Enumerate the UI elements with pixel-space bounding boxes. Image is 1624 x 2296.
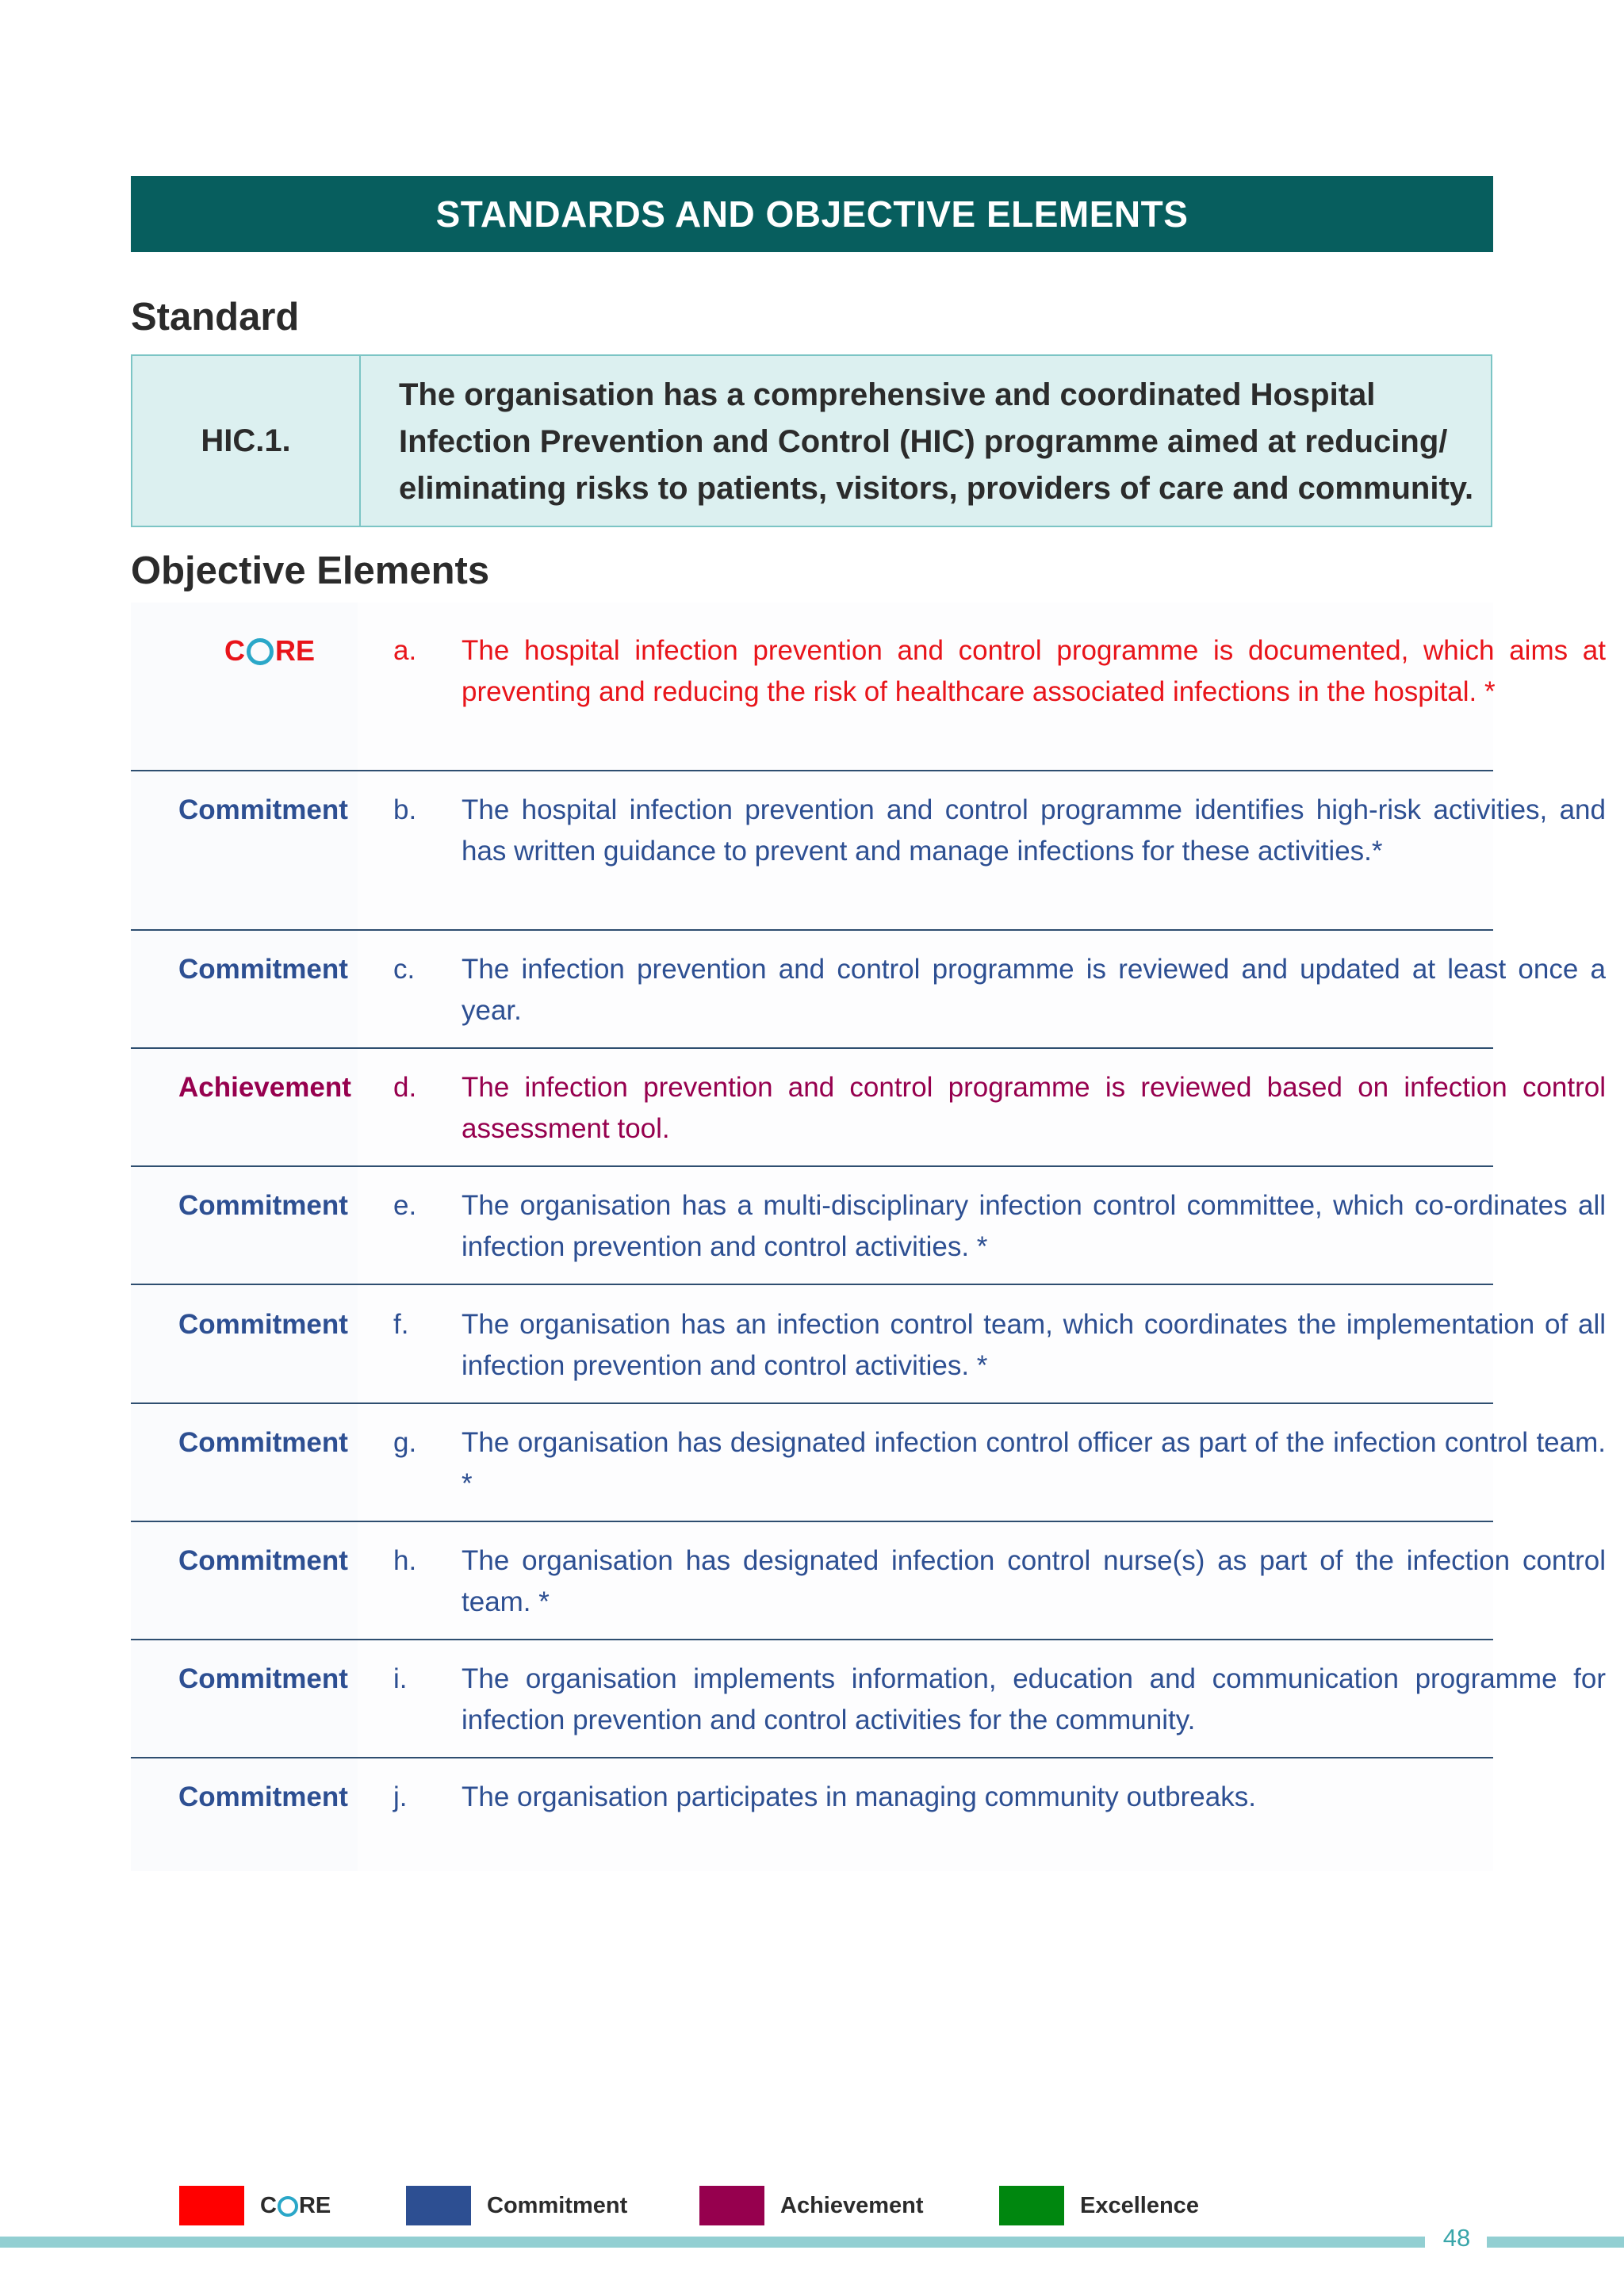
legend-swatch-commitment [406, 2186, 471, 2225]
element-category: Commitment [178, 954, 348, 985]
element-category: Achievement [178, 1072, 351, 1103]
element-letter: a. [393, 635, 417, 666]
element-category: Commitment [178, 1309, 348, 1340]
legend-swatch-core [179, 2186, 244, 2225]
objective-element-a [131, 630, 1606, 771]
element-text: The hospital infection prevention and control programme is documented, which aims at preventing and reducing the risk of healthcare associated infections in the hospital. * [462, 635, 1606, 707]
legend-item-core [179, 2186, 331, 2225]
element-letter: c. [393, 954, 416, 985]
legend-label: Commitment [487, 2192, 628, 2218]
element-letter: d. [393, 1072, 417, 1103]
standard-code: HIC.1. [132, 356, 361, 526]
element-category: Commitment [178, 1663, 348, 1694]
legend-label: Excellence [1080, 2192, 1199, 2218]
element-category: Commitment [178, 1427, 348, 1458]
element-letter: i. [393, 1663, 408, 1694]
element-text: The organisation has designated infection control officer as part of the infection control team. * [462, 1427, 1606, 1499]
objective-element-i [131, 1659, 1606, 1758]
element-category: Commitment [178, 1190, 348, 1221]
standard-box [131, 354, 1492, 527]
legend-core-logo: C RE [260, 2192, 331, 2218]
objective-element-g [131, 1422, 1606, 1522]
core-o-icon [247, 638, 274, 665]
objective-element-e [131, 1185, 1606, 1285]
footer-rule-left [0, 2237, 1425, 2248]
page-number: 48 [1442, 2224, 1471, 2252]
element-text: The organisation participates in managing community outbreaks. [462, 1781, 1256, 1812]
element-letter: e. [393, 1190, 417, 1221]
objective-element-f [131, 1304, 1606, 1404]
element-category: Commitment [178, 1781, 348, 1812]
category-legend [0, 2186, 1624, 2225]
core-logo: C RE [224, 634, 316, 667]
element-category: Commitment [178, 1545, 348, 1576]
legend-item-excellence [999, 2186, 1199, 2225]
legend-item-commitment [406, 2186, 627, 2225]
element-text: The organisation has designated infection control nurse(s) as part of the infection control team. * [462, 1545, 1606, 1617]
element-letter: j. [393, 1781, 408, 1812]
footer-rule-right [1487, 2237, 1624, 2248]
element-letter: f. [393, 1309, 409, 1340]
objective-element-h [131, 1540, 1606, 1640]
legend-swatch-achievement [699, 2186, 764, 2225]
element-letter: b. [393, 794, 417, 825]
element-text: The infection prevention and control programme is reviewed and updated at least once a year. [462, 954, 1606, 1026]
standard-text: The organisation has a comprehensive and coordinated Hospital Infection Prevention and Control (HIC) programme aimed at reducing/ eliminating risks to patients, visitors, providers of care and community. [399, 377, 1474, 506]
element-text: The organisation has a multi-disciplinary infection control committee, which co-ordinates all infection prevention and control activities. * [462, 1190, 1606, 1262]
core-o-icon [278, 2196, 298, 2217]
legend-swatch-excellence [999, 2186, 1064, 2225]
legend-item-achievement [699, 2186, 924, 2225]
element-letter: g. [393, 1427, 417, 1458]
objective-elements-heading: Objective Elements [131, 549, 490, 592]
section-banner: STANDARDS AND OBJECTIVE ELEMENTS [131, 176, 1493, 252]
objective-element-d [131, 1067, 1606, 1167]
legend-label: Achievement [780, 2192, 924, 2218]
element-text: The hospital infection prevention and control programme identifies high-risk activities, and has written guidance to prevent and manage infections for these activities.* [462, 794, 1606, 867]
objective-element-b [131, 790, 1606, 931]
element-text: The infection prevention and control programme is reviewed based on infection control assessment tool. [462, 1072, 1606, 1144]
objective-element-j [131, 1777, 1493, 1840]
element-text: The organisation implements information, education and communication programme for infection prevention and control activities for the community. [462, 1663, 1606, 1735]
standard-heading: Standard [131, 296, 300, 339]
objective-element-c [131, 949, 1606, 1049]
element-category: Commitment [178, 794, 348, 825]
element-letter: h. [393, 1545, 417, 1576]
element-text: The organisation has an infection control team, which coordinates the implementation of all infection prevention and control activities. * [462, 1309, 1606, 1381]
